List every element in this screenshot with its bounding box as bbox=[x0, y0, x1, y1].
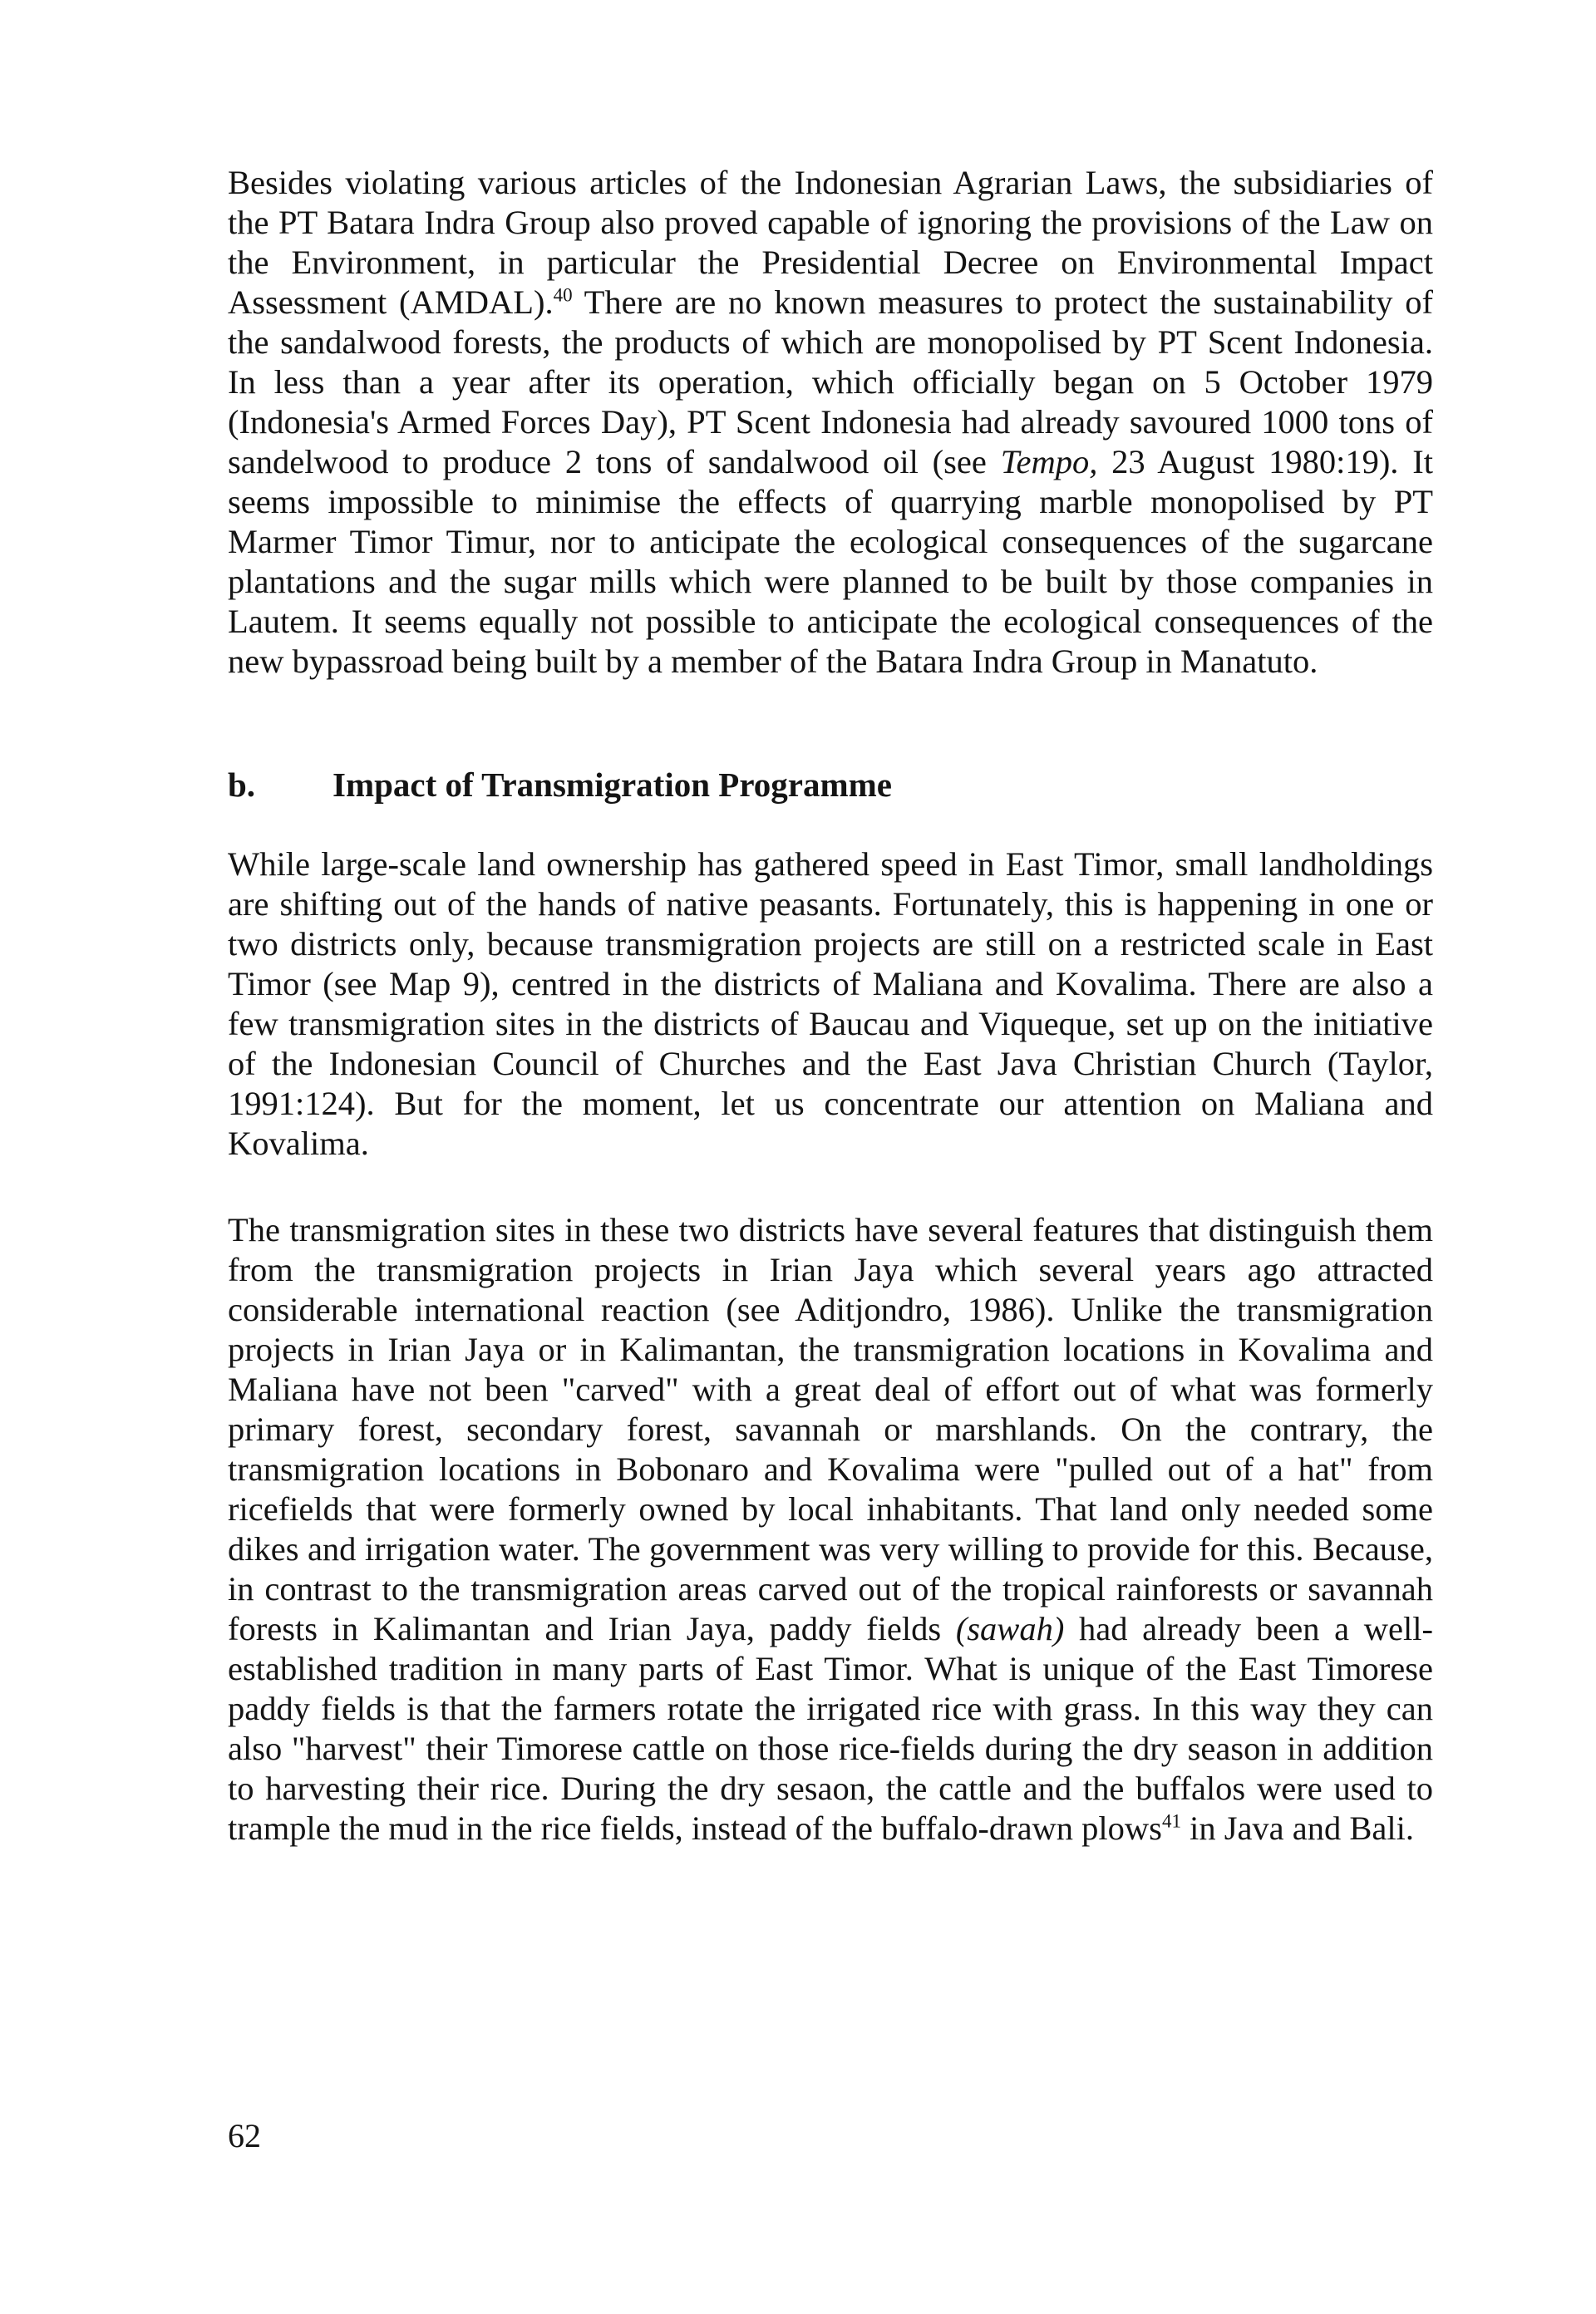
source-title: Tempo, bbox=[1000, 443, 1098, 480]
footnote-reference[interactable]: 41 bbox=[1161, 1810, 1181, 1832]
paragraph-environment bbox=[228, 163, 1433, 682]
paragraph-text: in Java and Bali. bbox=[1180, 1809, 1414, 1847]
italic-term: (sawah) bbox=[955, 1610, 1065, 1647]
paragraph-text: had already been a well-established tradition in many parts of East Timor. What is unique of the East Timorese paddy fields is that the farmers rotate the irrigated rice with grass. In this way they can also "harvest" their Timorese cattle on those rice-fields during the dry season in addition to harvesting their rice. During the dry sesaon, the cattle and the buffalos were used to trample the mud in the rice fields, instead of the buffalo-drawn plows bbox=[228, 1610, 1433, 1847]
section-title: Impact of Transmigration Programme bbox=[332, 766, 892, 804]
section-heading bbox=[228, 765, 1433, 805]
paragraph-text: There are no known measures to protect the sustainability of the sandalwood forests, the products of which are monopolised by PT Scent Indonesia. In less than a year after its operation, which officially began on 5 October 1979 (Indonesia's Armed Forces Day), PT Scent Indonesia had already savoured 1000 tons of sandelwood to produce 2 tons of sandalwood oil (see bbox=[228, 283, 1433, 480]
paragraph-text: Besides violating various articles of the Indonesian Agrarian Laws, the subsidiaries of the PT Batara Indra Group also proved capable of ignoring the provisions of the Law on the Environment, in particular the Presidential Decree on Environmental Impact Assessment (AMDAL). bbox=[228, 164, 1433, 321]
footnote-reference[interactable]: 40 bbox=[553, 284, 573, 306]
page-number: 62 bbox=[228, 2117, 261, 2154]
page-body bbox=[228, 163, 1433, 1849]
paragraph-transmigration-scale bbox=[228, 844, 1433, 1164]
paragraph-transmigration-sites bbox=[228, 1210, 1433, 1849]
paragraph-text: While large-scale land ownership has gathered speed in East Timor, small landholdings are shifting out of the hands of native peasants. Fortunately, this is happening in one or two districts only, because transmigration projects are still on a restricted scale in East Timor (see Map 9), centred in the districts of Maliana and Kovalima. There are also a few transmigration sites in the districts of Baucau and Viqueque, set up on the initiative of the Indonesian Council of Churches and the East Java Christian Church (Taylor, 1991:124). But for the moment, let us concentrate our attention on Maliana and Kovalima. bbox=[228, 845, 1433, 1162]
paragraph-text: 23 August 1980:19). It seems impossible to minimise the effects of quarrying marble monopolised by PT Marmer Timor Timur, nor to anticipate the ecological consequences of the sugarcane plantations and the sugar mills which were planned to be built by those companies in Lautem. It seems equally not possible to anticipate the ecological consequences of the new bypassroad being built by a member of the Batara Indra Group in Manatuto. bbox=[228, 443, 1433, 680]
paragraph-text: The transmigration sites in these two districts have several features that distinguish them from the transmigration projects in Irian Jaya which several years ago attracted considerable international reaction (see Aditjondro, 1986). Unlike the transmigration projects in Irian Jaya or in Kalimantan, the transmigration locations in Kovalima and Maliana have not been "carved" with a great deal of effort out of what was formerly primary forest, secondary forest, savannah or marshlands. On the contrary, the transmigration locations in Bobonaro and Kovalima were "pulled out of a hat" from ricefields that were formerly owned by local inhabitants. That land only needed some dikes and irrigation water. The government was very willing to provide for this. Because, in contrast to the transmigration areas carved out of the tropical rainforests or savannah forests in Kalimantan and Irian Jaya, paddy fields bbox=[228, 1211, 1433, 1647]
section-letter: b. bbox=[228, 766, 256, 804]
